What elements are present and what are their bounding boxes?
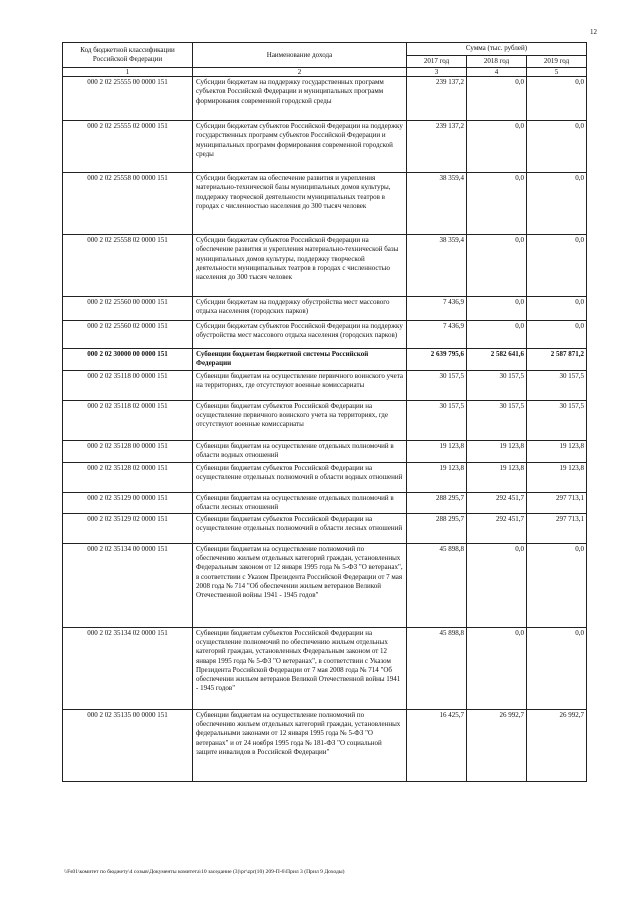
column-number: 1	[63, 68, 193, 77]
amount-2019-cell: 0,0	[527, 321, 587, 349]
amount-2017-cell: 45 898,8	[407, 628, 467, 710]
budget-code-cell: 000 2 02 25555 00 0000 151	[63, 77, 193, 121]
amount-2017-cell: 19 123,8	[407, 440, 467, 462]
amount-2017-cell: 2 639 795,6	[407, 349, 467, 370]
budget-code-cell: 000 2 02 25558 00 0000 151	[63, 173, 193, 235]
amount-2017-cell: 38 359,4	[407, 235, 467, 297]
amount-2017-cell: 288 295,7	[407, 492, 467, 513]
table-row	[63, 710, 587, 782]
amount-2017-cell: 7 436,9	[407, 297, 467, 321]
revenue-table-container	[62, 42, 586, 782]
amount-2019-cell: 0,0	[527, 173, 587, 235]
amount-2017-cell: 45 898,8	[407, 544, 467, 628]
table-row	[63, 462, 587, 492]
amount-2019-cell: 30 157,5	[527, 370, 587, 400]
revenue-name-cell: Субвенции бюджетам субъектов Российской Федерации на осуществление отдельных полномочий в области водных отношений	[193, 462, 407, 492]
amount-2018-cell: 0,0	[467, 121, 527, 173]
amount-2018-cell: 30 157,5	[467, 400, 527, 440]
amount-2019-cell: 0,0	[527, 544, 587, 628]
revenue-name-cell: Субсидии бюджетам на поддержку обустройства мест массового отдыха населения (городских парков)	[193, 297, 407, 321]
amount-2018-cell: 0,0	[467, 77, 527, 121]
budget-code-cell: 000 2 02 35118 02 0000 151	[63, 400, 193, 440]
amount-2018-cell: 0,0	[467, 297, 527, 321]
amount-2018-cell: 0,0	[467, 321, 527, 349]
revenue-name-cell: Субсидии бюджетам на поддержку государственных программ субъектов Российской Федерации и муниципальных программ формирования современной городской среды	[193, 77, 407, 121]
column-number: 2	[193, 68, 407, 77]
budget-code-cell: 000 2 02 35135 00 0000 151	[63, 710, 193, 782]
table-row	[63, 440, 587, 462]
amount-2017-cell: 288 295,7	[407, 514, 467, 544]
amount-2018-cell: 30 157,5	[467, 370, 527, 400]
amount-2017-cell: 239 137,2	[407, 121, 467, 173]
revenue-name-cell: Субвенции бюджетам субъектов Российской Федерации на осуществление отдельных полномочий в области лесных отношений	[193, 514, 407, 544]
budget-code-cell: 000 2 02 35118 00 0000 151	[63, 370, 193, 400]
revenue-name-cell: Субсидии бюджетам на обеспечение развития и укрепления материально-технической базы муниципальных домов культуры, поддержку творческой деятельности муниципальных театров в городах с численностью населения до 300 тысяч человек	[193, 173, 407, 235]
revenue-name-cell: Субвенции бюджетам на осуществление отдельных полномочий в области водных отношений	[193, 440, 407, 462]
budget-code-cell: 000 2 02 35129 00 0000 151	[63, 492, 193, 513]
amount-2017-cell: 16 425,7	[407, 710, 467, 782]
amount-2018-cell: 19 123,8	[467, 462, 527, 492]
amount-2019-cell: 19 123,8	[527, 462, 587, 492]
amount-2019-cell: 19 123,8	[527, 440, 587, 462]
amount-2018-cell: 0,0	[467, 544, 527, 628]
revenue-name-cell: Субвенции бюджетам на осуществление полномочий по обеспечению жильем отдельных категорий граждан, установленных федеральными законами от 12 января 1995 года № 5-ФЗ "О ветеранах" и от 24 ноября 1995 года № 181-ФЗ "О социальной защите инвалидов в Российской Федерации"	[193, 710, 407, 782]
amount-2017-cell: 30 157,5	[407, 400, 467, 440]
table-row	[63, 492, 587, 513]
budget-code-cell: 000 2 02 25555 02 0000 151	[63, 121, 193, 173]
header-name: Наименование дохода	[193, 43, 407, 68]
amount-2017-cell: 30 157,5	[407, 370, 467, 400]
amount-2018-cell: 2 582 641,6	[467, 349, 527, 370]
amount-2017-cell: 38 359,4	[407, 173, 467, 235]
amount-2018-cell: 292 451,7	[467, 492, 527, 513]
header-year-2019: 2019 год	[527, 56, 587, 68]
amount-2018-cell: 0,0	[467, 235, 527, 297]
amount-2017-cell: 7 436,9	[407, 321, 467, 349]
column-number: 3	[407, 68, 467, 77]
budget-code-cell: 000 2 02 25560 02 0000 151	[63, 321, 193, 349]
page-number: 12	[590, 28, 597, 36]
amount-2019-cell: 0,0	[527, 297, 587, 321]
amount-2018-cell: 292 451,7	[467, 514, 527, 544]
budget-code-cell: 000 2 02 30000 00 0000 151	[63, 349, 193, 370]
table-row	[63, 400, 587, 440]
table-row	[63, 297, 587, 321]
amount-2019-cell: 26 992,7	[527, 710, 587, 782]
amount-2019-cell: 0,0	[527, 121, 587, 173]
amount-2018-cell: 19 123,8	[467, 440, 527, 462]
amount-2019-cell: 297 713,1	[527, 514, 587, 544]
budget-code-cell: 000 2 02 35129 02 0000 151	[63, 514, 193, 544]
amount-2019-cell: 30 157,5	[527, 400, 587, 440]
revenue-name-cell: Субвенции бюджетам субъектов Российской Федерации на осуществление полномочий по обеспечению жильем отдельных категорий граждан, установленных Федеральным законом от 12 января 1995 года № 5-ФЗ "О ветеранах", в соответствии с Указом Президента Российской Федерации от 7 мая 2008 года № 714 "Об обеспечении жильем ветеранов Великой Отечественной войны 1941 - 1945 годов"	[193, 628, 407, 710]
revenue-name-cell: Субсидии бюджетам субъектов Российской Федерации на поддержку государственных программ субъектов Российской Федерации и муниципальных программ формирования современной городской среды	[193, 121, 407, 173]
revenue-name-cell: Субвенции бюджетам на осуществление отдельных полномочий в области лесных отношений	[193, 492, 407, 513]
revenue-name-cell: Субвенции бюджетам субъектов Российской Федерации на осуществление первичного воинского учета на территориях, где отсутствуют военные комиссариаты	[193, 400, 407, 440]
amount-2018-cell: 0,0	[467, 173, 527, 235]
table-row	[63, 628, 587, 710]
table-row	[63, 544, 587, 628]
budget-code-cell: 000 2 02 25558 02 0000 151	[63, 235, 193, 297]
amount-2019-cell: 2 587 871,2	[527, 349, 587, 370]
table-row	[63, 77, 587, 121]
header-year-2018: 2018 год	[467, 56, 527, 68]
amount-2019-cell: 0,0	[527, 628, 587, 710]
header-sum: Сумма (тыс. рублей)	[407, 43, 587, 56]
amount-2018-cell: 0,0	[467, 628, 527, 710]
header-year-2017: 2017 год	[407, 56, 467, 68]
table-row	[63, 514, 587, 544]
budget-code-cell: 000 2 02 35128 02 0000 151	[63, 462, 193, 492]
table-body	[63, 77, 587, 782]
table-row	[63, 349, 587, 370]
revenue-name-cell: Субвенции бюджетам бюджетной системы Российской Федерации	[193, 349, 407, 370]
amount-2019-cell: 297 713,1	[527, 492, 587, 513]
revenue-name-cell: Субсидии бюджетам субъектов Российской Федерации на поддержку обустройства мест массового отдыха населения (городских парков)	[193, 321, 407, 349]
budget-code-cell: 000 2 02 25560 00 0000 151	[63, 297, 193, 321]
amount-2019-cell: 0,0	[527, 77, 587, 121]
column-number: 4	[467, 68, 527, 77]
amount-2019-cell: 0,0	[527, 235, 587, 297]
revenue-name-cell: Субсидии бюджетам субъектов Российской Федерации на обеспечение развития и укрепления материально-технической базы муниципальных домов культуры, поддержку творческой деятельности муниципальных театров в городах с численностью населения до 300 тысяч человек	[193, 235, 407, 297]
file-path-footer: \\Fs01\комитет по бюджету\4 созыв\Документы комитета\10 заседание (3)\рг\zpr(10) 209-П-6\Прил 3 (Прил 9 Доходы)	[64, 869, 345, 875]
table-row	[63, 121, 587, 173]
column-number: 5	[527, 68, 587, 77]
amount-2018-cell: 26 992,7	[467, 710, 527, 782]
revenue-name-cell: Субвенции бюджетам на осуществление полномочий по обеспечению жильем отдельных категорий граждан, установленных Федеральным законом от 12 января 1995 года № 5-ФЗ "О ветеранах", в соответствии с Указом Президента Российской Федерации от 7 мая 2008 года № 714 "Об обеспечении жильем ветеранов Великой Отечественной войны 1941 - 1945 годов"	[193, 544, 407, 628]
budget-code-cell: 000 2 02 35128 00 0000 151	[63, 440, 193, 462]
table-row	[63, 235, 587, 297]
budget-code-cell: 000 2 02 35134 00 0000 151	[63, 544, 193, 628]
table-row	[63, 321, 587, 349]
revenue-name-cell: Субвенции бюджетам на осуществление первичного воинского учета на территориях, где отсутствуют военные комиссариаты	[193, 370, 407, 400]
revenue-table	[62, 42, 587, 782]
amount-2017-cell: 19 123,8	[407, 462, 467, 492]
budget-code-cell: 000 2 02 35134 02 0000 151	[63, 628, 193, 710]
header-code: Код бюджетной классификации Российской Федерации	[63, 43, 193, 68]
table-row	[63, 370, 587, 400]
amount-2017-cell: 239 137,2	[407, 77, 467, 121]
table-row	[63, 173, 587, 235]
